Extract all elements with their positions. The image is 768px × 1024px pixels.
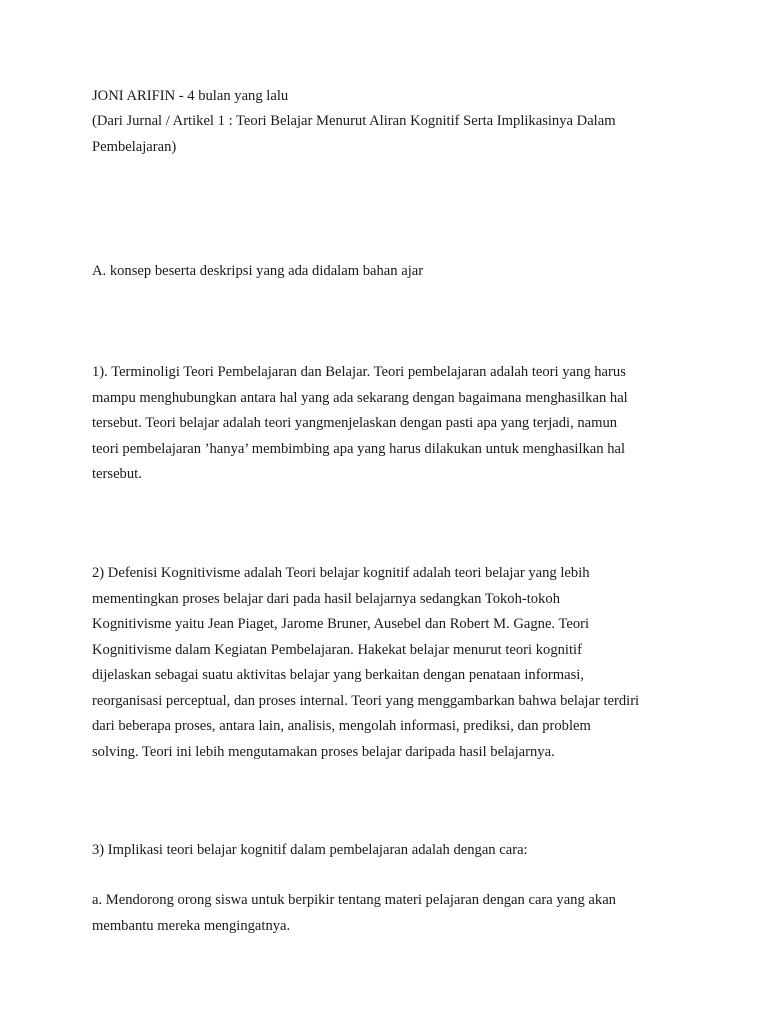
- source-line: (Dari Jurnal / Artikel 1 : Teori Belajar Menurut Aliran Kognitif Serta Implikasinya Dalam: [92, 113, 616, 129]
- paragraph-line: 2) Defenisi Kognitivisme adalah Teori belajar kognitif adalah teori belajar yang lebih: [92, 565, 590, 581]
- paragraph-line: Kognitivisme yaitu Jean Piaget, Jarome Bruner, Ausebel dan Robert M. Gagne. Teori: [92, 616, 590, 632]
- point-3a-paragraph: [92, 888, 692, 939]
- paragraph-line: teori pembelajaran ’hanya’ membimbing apa yang harus dilakukan untuk menghasilkan hal: [92, 440, 626, 457]
- point-2-paragraph: [92, 561, 692, 765]
- paragraph-line: mampu menghubungkan antara hal yang ada sekarang dengan bagaimana menghasilkan hal: [92, 389, 628, 406]
- author-line: [92, 84, 692, 110]
- paragraph-line: a. Mendorong orong siswa untuk berpikir tentang materi pelajaran dengan cara yang akan: [92, 892, 616, 908]
- paragraph-line: mementingkan proses belajar dari pada hasil belajarnya sedangkan Tokoh-tokoh: [92, 590, 560, 607]
- section-a-heading: [92, 259, 692, 285]
- point-3-heading-text: 3) Implikasi teori belajar kognitif dalam pembelajaran adalah dengan cara:: [92, 842, 528, 858]
- paragraph-line: reorganisasi perceptual, dan proses internal. Teori yang menggambarkan bahwa belajar terdiri: [92, 692, 640, 709]
- author-line-text: JONI ARIFIN - 4 bulan yang lalu: [92, 88, 289, 104]
- source-reference: [92, 109, 692, 160]
- paragraph-line: membantu mereka mengingatnya.: [92, 917, 291, 934]
- paragraph-line: Kognitivisme dalam Kegiatan Pembelajaran. Hakekat belajar menurut teori kognitif: [92, 641, 582, 658]
- paragraph-line: solving. Teori ini lebih mengutamakan proses belajar daripada hasil belajarnya.: [92, 743, 555, 760]
- paragraph-line: dijelaskan sebagai suatu aktivitas belajar yang berkaitan dengan penataan informasi,: [92, 667, 584, 683]
- paragraph-line: tersebut.: [92, 466, 142, 482]
- paragraph-line: 1). Terminoligi Teori Pembelajaran dan Belajar. Teori pembelajaran adalah teori yang harus: [92, 364, 626, 380]
- point-1-paragraph: [92, 360, 692, 488]
- point-3-heading: [92, 838, 692, 864]
- section-a-heading-text: A. konsep beserta deskripsi yang ada didalam bahan ajar: [92, 263, 424, 279]
- paragraph-line: tersebut. Teori belajar adalah teori yangmenjelaskan dengan pasti apa yang terjadi, namun: [92, 415, 618, 431]
- source-line: Pembelajaran): [92, 138, 177, 155]
- paragraph-line: dari beberapa proses, antara lain, analisis, mengolah informasi, prediksi, dan problem: [92, 718, 591, 734]
